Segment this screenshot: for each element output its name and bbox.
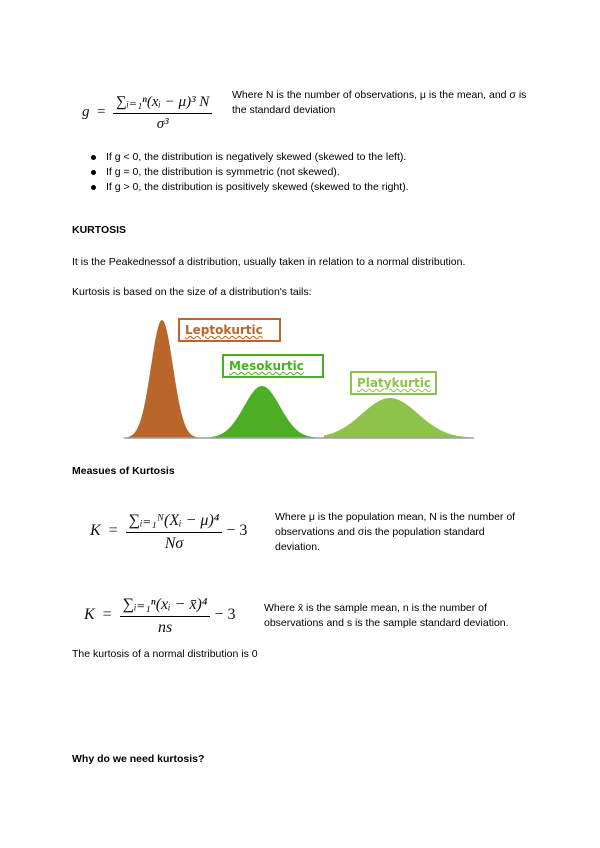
skewness-fraction — [113, 92, 212, 133]
population-formula-tail: − 3 — [226, 522, 248, 540]
mesokurtic-label: Mesokurtic — [222, 354, 324, 378]
population-note: Where μ is the population mean, N is the number of observations and σis the population standard deviation. — [275, 511, 516, 553]
kurtosis-figure — [118, 312, 478, 444]
list-item: If g > 0, the distribution is positively skewed (skewed to the right). — [88, 180, 528, 195]
why-kurtosis-heading: Why do we need kurtosis? — [72, 753, 205, 765]
sample-numerator: ∑ᵢ₌₁ⁿ(xᵢ − x̄)⁴ — [120, 594, 211, 617]
population-kurtosis-formula — [90, 510, 247, 553]
sample-note: Where x̄ is the sample mean, n is the number of observations and s is the sample standard deviation. — [264, 602, 509, 629]
normal-kurtosis-note: The kurtosis of a normal distribution is 0 — [72, 648, 258, 660]
population-formula-lhs: K — [90, 522, 101, 540]
population-numerator: ∑ᵢ₌₁ᴺ(Xᵢ − μ)⁴ — [126, 510, 223, 533]
equals-sign: = — [98, 606, 116, 624]
sample-kurtosis-formula — [84, 594, 235, 637]
leptokurtic-label: Leptokurtic — [178, 318, 281, 342]
kurtosis-heading: KURTOSIS — [72, 224, 127, 236]
population-fraction — [126, 510, 223, 553]
mesokurtic-curve — [206, 386, 318, 438]
list-item: If g < 0, the distribution is negatively skewed (skewed to the left). — [88, 150, 528, 165]
equals-sign: = — [104, 522, 122, 540]
equals-sign: = — [93, 103, 110, 120]
skewness-denominator: σ³ — [156, 116, 169, 132]
kurtosis-tails-intro: Kurtosis is based on the size of a distribution's tails: — [72, 286, 312, 298]
sample-denominator: ns — [157, 619, 173, 636]
skewness-note: Where N is the number of observations, μ is the mean, and σ is the standard deviation — [232, 89, 527, 116]
skewness-formula-lhs: g — [82, 103, 90, 120]
sample-formula-tail: − 3 — [214, 606, 236, 624]
platykurtic-curve — [324, 398, 470, 438]
skewness-formula — [82, 92, 212, 133]
measures-heading: Measues of Kurtosis — [72, 465, 175, 477]
skewness-bullet-list — [88, 150, 528, 195]
skewness-numerator: ∑ᵢ₌₁ⁿ(xᵢ − μ)³ N — [113, 92, 212, 114]
kurtosis-definition: It is the Peakednessof a distribution, usually taken in relation to a normal distribution. — [72, 256, 466, 268]
sample-formula-lhs: K — [84, 606, 95, 624]
platykurtic-label: Platykurtic — [350, 371, 437, 395]
population-denominator: Nσ — [164, 535, 184, 552]
list-item: If g = 0, the distribution is symmetric (not skewed). — [88, 165, 528, 180]
sample-fraction — [120, 594, 211, 637]
